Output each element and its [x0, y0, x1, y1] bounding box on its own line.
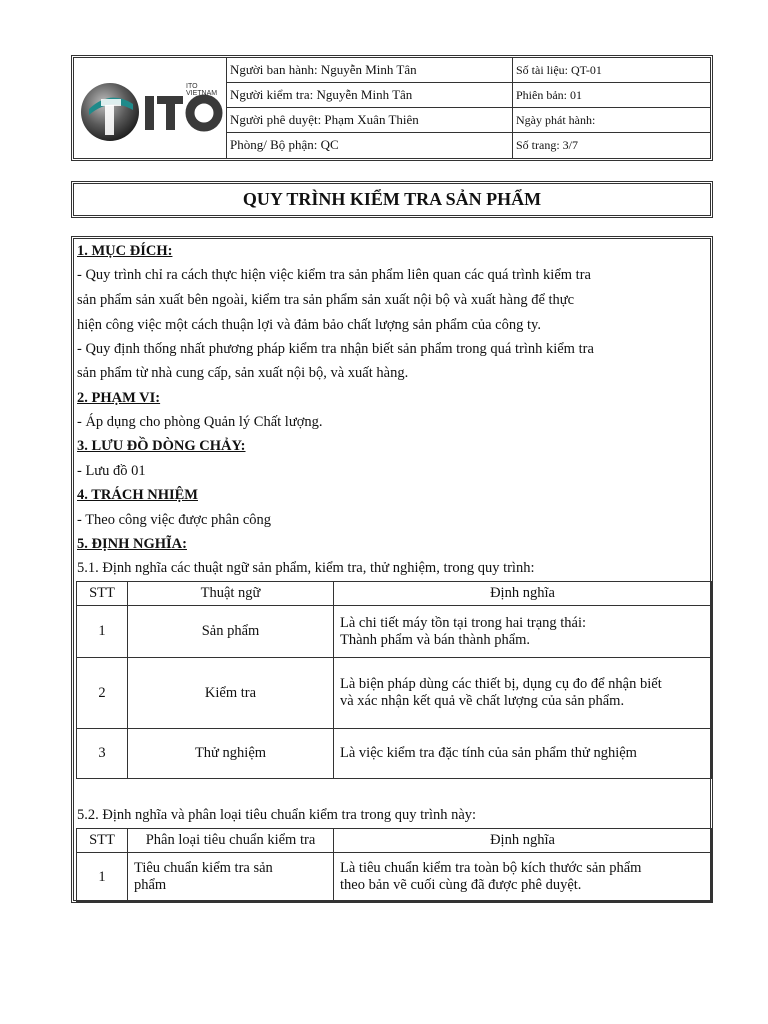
definition-cell — [334, 853, 712, 902]
doc-number-field: Số tài liệu: QT-01 — [513, 58, 710, 83]
definition-line: Thành phẩm và bán thành phẩm. — [340, 631, 531, 648]
definition-cell — [334, 606, 712, 658]
document-meta — [513, 58, 710, 158]
terms-table — [76, 581, 712, 779]
stt-cell: 1 — [77, 606, 128, 658]
logo-small-text: ITO VIETNAM — [186, 83, 218, 97]
checker-field: Người kiểm tra: Nguyễn Minh Tân — [227, 83, 512, 108]
section-4-heading: 4. TRÁCH NHIỆM — [77, 487, 198, 503]
document-header — [71, 55, 713, 161]
table-header-cell: STT — [77, 829, 128, 853]
section-3-line-1: - Lưu đồ 01 — [77, 463, 146, 479]
stt-cell: 3 — [77, 729, 128, 779]
category-cell — [128, 853, 334, 902]
section-5-1-intro: 5.1. Định nghĩa các thuật ngữ sản phẩm, kiểm tra, thử nghiệm, trong quy trình: — [77, 560, 535, 576]
document-info — [227, 58, 513, 158]
version-field: Phiên bản: 01 — [513, 83, 710, 108]
definition-line: Là tiêu chuẩn kiểm tra toàn bộ kích thước sản phẩm — [340, 860, 642, 876]
section-2-heading: 2. PHẠM VI: — [77, 390, 161, 406]
table-header-cell: Định nghĩa — [334, 582, 712, 606]
definition-line: theo bản vẽ cuối cùng đã được phê duyệt. — [340, 877, 582, 893]
section-1-heading: 1. MỤC ĐÍCH: — [77, 243, 173, 259]
table-header-cell: STT — [77, 582, 128, 606]
table-row — [77, 658, 712, 729]
section-5-2-intro: 5.2. Định nghĩa và phân loại tiêu chuẩn kiểm tra trong quy trình này: — [77, 807, 477, 823]
table-header-cell: Phân loại tiêu chuẩn kiểm tra — [128, 829, 334, 853]
department-field: Phòng/ Bộ phận: QC — [230, 137, 339, 152]
issuer-field: Người ban hành: Nguyễn Minh Tân — [227, 58, 512, 83]
logo-cell — [74, 58, 227, 158]
term-cell: Thử nghiệm — [128, 729, 334, 779]
definition-cell — [334, 729, 712, 779]
definition-cell — [334, 658, 712, 729]
definition-line: và xác nhận kết quả về chất lượng của sản phẩm. — [340, 693, 625, 709]
stt-cell: 2 — [77, 658, 128, 729]
section-1-line-4: - Quy định thống nhất phương pháp kiểm tra nhận biết sản phẩm trong quá trình kiểm tra — [77, 341, 594, 357]
table-header-cell: Định nghĩa — [334, 829, 712, 853]
term-cell: Kiểm tra — [128, 658, 334, 729]
document-title: QUY TRÌNH KIỂM TRA SẢN PHẨM — [71, 181, 713, 218]
definition-line: Là việc kiểm tra đặc tính của sản phẩm thử nghiệm — [340, 745, 637, 761]
section-5-heading: 5. ĐỊNH NGHĨA: — [77, 536, 187, 552]
section-4-line-1: - Theo công việc được phân công — [77, 512, 272, 528]
standards-table — [76, 828, 712, 902]
approver-field: Người phê duyệt: Phạm Xuân Thiên — [227, 108, 512, 133]
table-row — [77, 729, 712, 779]
category-line: Tiêu chuẩn kiểm tra sản — [134, 860, 273, 876]
section-2-line-1: - Áp dụng cho phòng Quản lý Chất lượng. — [77, 414, 323, 430]
table-header-row — [77, 829, 712, 853]
stt-cell: 1 — [77, 853, 128, 902]
ito-logo-icon — [77, 59, 225, 159]
definition-line: Là biện pháp dùng các thiết bị, dụng cụ đo để nhận biết — [340, 676, 662, 692]
table-header-row — [77, 582, 712, 606]
category-line: phẩm — [134, 877, 167, 893]
issue-date-field: Ngày phát hành: — [513, 108, 710, 133]
page-number-field: Số trang: 3/7 — [516, 138, 578, 152]
section-1-line-3: hiện công việc một cách thuận lợi và đảm bảo chất lượng sản phẩm của công ty. — [77, 317, 541, 333]
term-cell: Sản phẩm — [128, 606, 334, 658]
section-1-line-5: sản phẩm từ nhà cung cấp, sản xuất nội bộ, và xuất hàng. — [77, 365, 409, 381]
definition-line: Là chi tiết máy tồn tại trong hai trạng thái: — [340, 614, 587, 631]
section-1-line-1: - Quy trình chỉ ra cách thực hiện việc kiểm tra sản phẩm liên quan các quá trình kiểm tra — [77, 267, 591, 283]
section-1-line-2: sản phẩm sản xuất bên ngoài, kiểm tra sản phẩm sản xuất nội bộ và xuất hàng để thực — [77, 292, 575, 308]
document-body — [71, 236, 713, 903]
table-header-cell: Thuật ngữ — [128, 582, 334, 606]
section-3-heading: 3. LƯU ĐỒ DÒNG CHẢY: — [77, 438, 246, 454]
table-row — [77, 606, 712, 658]
table-row — [77, 853, 712, 902]
